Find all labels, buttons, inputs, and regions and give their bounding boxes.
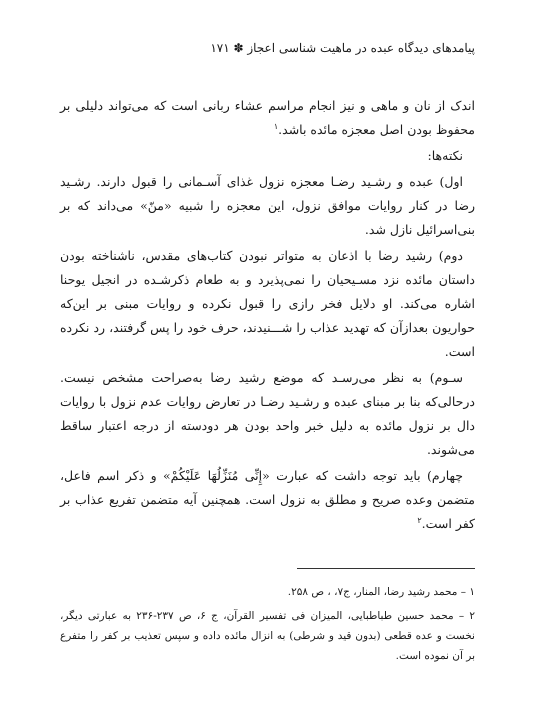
paragraph-1-text: اندک از نان و ماهی و نیز انجام مراسم عشاء ربانی است که می‌تواند دلیلی بر محفوظ بودن اصل معجزه مائده باشد. (60, 98, 475, 137)
paragraph-5 (60, 464, 475, 536)
running-header: پیامدهای دیدگاه عبده در ماهیت شناسی اعجاز ✽ ۱۷۱ (210, 41, 475, 55)
footnote-ref-2: ۲ (417, 515, 422, 525)
paragraph-1 (60, 94, 475, 142)
footnote-divider (297, 568, 475, 569)
footnote-ref-1: ۱ (273, 121, 279, 131)
paragraph-4: سـوم) به نظر می‌رسـد که موضع رشید رضا به‌صراحت مشخص نیست. درحالی‌که بنا بر مبنای عبده و رشـید رضـا در تعارض روایات عدم نزول با روایات دال بر نزول مائده به دلیل خبر واحد بودن هر دودسته از درجه اعتبار ساقط می‌شوند. (60, 370, 475, 457)
footnote-2: ۲ – محمد حسین طباطبایی، المیزان فی تفسیر القرآن، ج ۶، ص ۲۳۷-۲۳۶ به عبارتی دیگر، نخست و عده قطعی (بدون قید و شرطی) به انزال مائده داده و سپس تعذیب بر کفر را متفرع بر آن نموده است. (60, 610, 475, 662)
body-text (60, 94, 475, 538)
footnote-1: ۱ – محمد رشید رضا، المنار، ج۷، ، ص ۲۵۸. (287, 586, 475, 598)
paragraph-2: اول) عبده و رشـید رضـا معجزه نزول غذای آسـمانی را قبول دارند. رشـید رضا در کنار روایات موافق نزول، این معجزه را شبیه «منّ» می‌داند که بر بنی‌اسرائیل نازل شد. (60, 174, 475, 237)
paragraph-3: دوم) رشید رضا با اذعان به متواتر نبودن کتاب‌های مقدس، ناشناخته بودن داستان مائده نزد مسـیحیان را نمی‌پذیرد و به طعام ذکرشـده در انجیل یوحنا اشاره می‌کند. او دلایل فخر رازی را قبول نکرده و روایات مبنی بر این‌که حواریون بعدازآن که تهدید عذاب را شـــنیدند، حرف خود را پس گرفتند، رد نکرده است. (60, 248, 475, 359)
section-heading: نکته‌ها: (427, 148, 463, 163)
paragraph-5-text: چهارم) باید توجه داشت که عبارت «إِنِّی مُنَزِّلُهَا عَلَیْکُمْ» و ذکر اسم فاعل، متضمن وعده صریح و مطلق به نزول است. همچنین آیه متضمن تفریع عذاب بر کفر است. (60, 468, 475, 531)
footnotes (60, 582, 475, 670)
